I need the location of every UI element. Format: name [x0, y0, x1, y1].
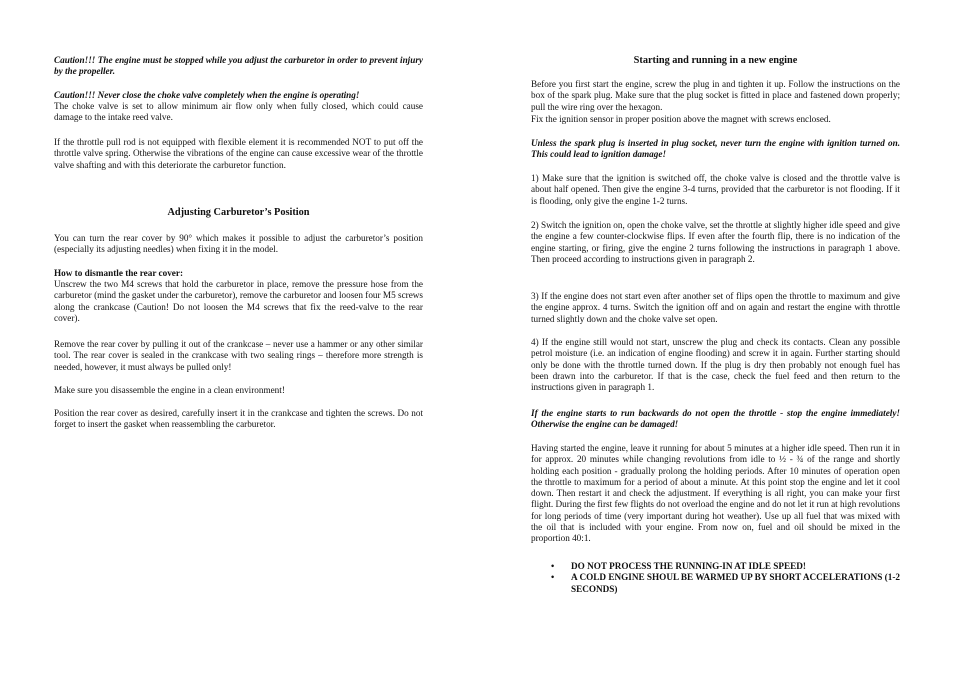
- bullet-icon: •: [551, 572, 555, 583]
- section-heading-carburetor: Adjusting Carburetor’s Position: [167, 207, 310, 218]
- remove-paragraph: Remove the rear cover by pulling it out of the crankcase – never use a hammer or any other similar tool. The rear cover is sealed in the crankcase with two sealing rings – therefore more strength is needed, however, it must always be pulled only!: [54, 339, 423, 372]
- dismantle-heading: How to dismantle the rear cover:: [54, 268, 184, 278]
- dismantle-paragraph: Unscrew the two M4 screws that hold the carburetor in place, remove the pressure hose from the carburetor (mind the gasket under the carburetor), remove the carburetor and loosen four M5 screws along the crankcase (Caution! Do not loosen the M4 screws that fix the reed-valve to the rear cover).: [54, 279, 423, 323]
- ignition-sensor-paragraph: Fix the ignition sensor in proper position above the magnet with screws enclosed.: [531, 114, 831, 124]
- intro-paragraph: Before you first start the engine, screw the plug in and tighten it up. Follow the instructions on the box of the spark plug. Make sure that the plug socket is fitted in place and fastened down properly; pull the wire ring over the hexagon.: [531, 79, 900, 112]
- bullet-icon: •: [551, 561, 555, 571]
- bullet-text: A COLD ENGINE SHOUL BE WARMED UP BY SHORT ACCELERATIONS (1-2 SECONDS): [571, 572, 900, 594]
- list-item: [531, 561, 900, 572]
- choke-paragraph: The choke valve is set to allow minimum air flow only when fully closed, which could cause damage to the intake reed valve.: [54, 101, 423, 123]
- step-1-paragraph: 1) Make sure that the ignition is switched off, the choke valve is closed and the throttle valve is about half opened. Then give the engine 3-4 turns, provided that the carburetor is not flooding. If it is flooding, only give the engine 1-2 turns.: [531, 173, 900, 206]
- step-4-paragraph: 4) If the engine still would not start, unscrew the plug and check its contacts. Clean any possible petrol moisture (i.e. an indication of engine flooding) and screw it in again. Further starting should only be done with the throttle turned down. If the plug is dry then probably not enough fuel has been drawn into the carburetor. If that is the case, check the fuel feed and then return to the instructions given in paragraph 1.: [531, 337, 900, 393]
- step-2-paragraph: 2) Switch the ignition on, open the choke valve, set the throttle at slightly higher idle speed and give the engine a few counter-clockwise flips. If even after the fourth flip, there is no indication of the engine starting, or firing, give the engine 2 turns following the instructions in paragraph 1 above. Then proceed according to instructions given in paragraph 2.: [531, 220, 900, 264]
- caution-choke: Caution!!! Never close the choke valve completely when the engine is operating!: [54, 90, 360, 100]
- section-heading-starting: Starting and running in a new engine: [633, 55, 798, 66]
- position-paragraph: Position the rear cover as desired, carefully insert it in the crankcase and tighten the screws. Do not forget to insert the gasket when reassembling the carburetor.: [54, 408, 423, 430]
- turn-paragraph: You can turn the rear cover by 90° which makes it possible to adjust the carburetor’s position (especially its adjusting needles) when fixing it in the model.: [54, 233, 423, 255]
- step-3-paragraph: 3) If the engine does not start even after another set of flips open the throttle to maximum and give the engine approx. 4 turns. Switch the ignition off and on again and restart the engine with throttle turned slightly down and the choke valve set open.: [531, 291, 900, 324]
- running-in-bullet-list: [531, 561, 900, 595]
- list-item: [531, 572, 900, 595]
- throttle-paragraph: If the throttle pull rod is not equipped with flexible element it is recommended NOT to put off the throttle valve spring. Otherwise the vibrations of the engine can cause excessive wear of the throttle valve shafting and with this deteriorate the carburetor function.: [54, 137, 423, 170]
- running-in-paragraph: Having started the engine, leave it running for about 5 minutes at a higher idle speed. Then run it in for approx. 20 minutes while changing revolutions from idle to ½ - ¾ of the range and shortly holding each position - gradually prolong the holding periods. After 10 minutes of operation open the throttle to maximum for a period of about a minute. At this point stop the engine and let it cool down. Then restart it and check the adjustment. If everything is all right, you can make your first flight. During the first few flights do not overload the engine and do not let it run at high revolutions for long periods of time (very important during hot weather). Use up all fuel that was mixed with the oil that is included with your engine. From now on, fuel and oil should be mixed in the proportion 40:1.: [531, 443, 900, 544]
- backwards-warning: If the engine starts to run backwards do not open the throttle - stop the engine immediately! Otherwise the engine can be damaged!: [531, 408, 900, 430]
- bullet-text: DO NOT PROCESS THE RUNNING-IN AT IDLE SPEED!: [571, 561, 806, 571]
- clean-environment-note: Make sure you disassemble the engine in a clean environment!: [54, 385, 285, 395]
- caution-propeller: Caution!!! The engine must be stopped while you adjust the carburetor in order to prevent injury by the propeller.: [54, 55, 423, 77]
- spark-plug-warning: Unless the spark plug is inserted in plug socket, never turn the engine with ignition turned on. This could lead to ignition damage!: [531, 138, 900, 160]
